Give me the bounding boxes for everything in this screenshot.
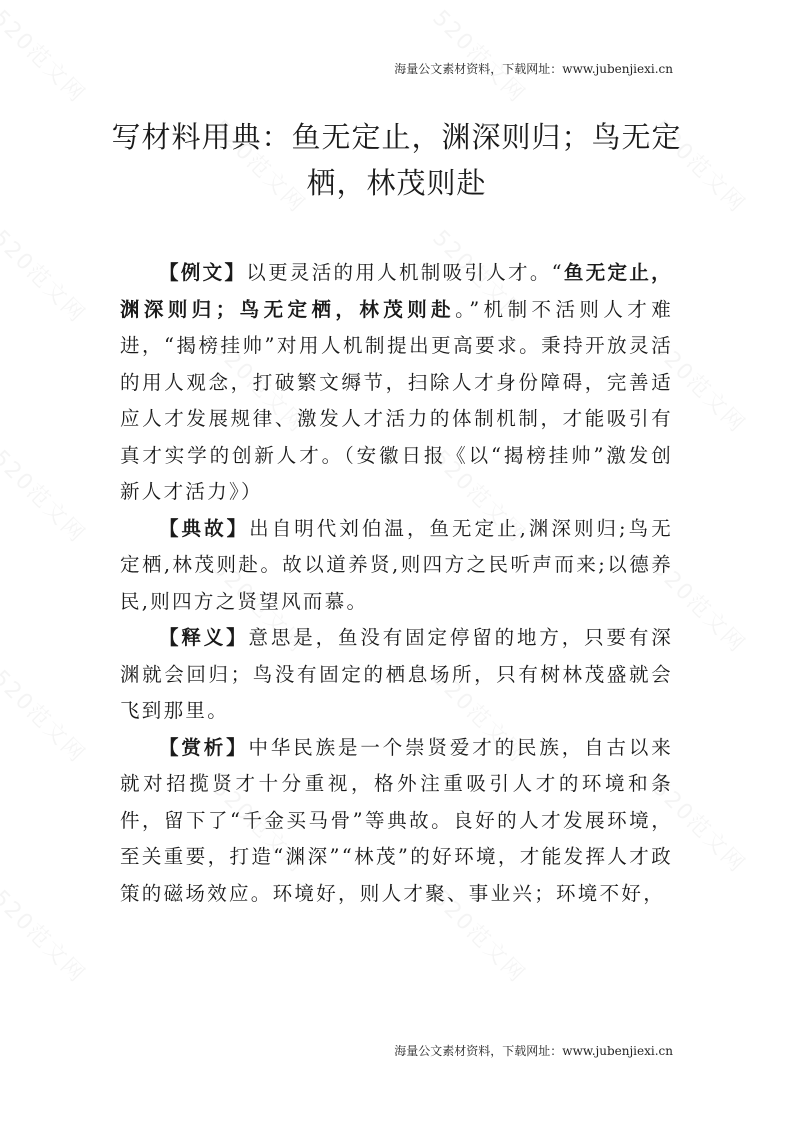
source-text: 出自明代刘伯温，鱼无定止,渊深则归;鸟无定栖,林茂则赴。故以道养贤,则四方之民听声而来;以德养民,则四方之贤望风而慕。 (120, 516, 673, 613)
example-paragraph (120, 255, 673, 511)
page-footer: 海量公文素材资料，下载网址：www.jubenjiexi.cn (394, 1044, 673, 1058)
document-body (120, 255, 673, 912)
meaning-text: 意思是，鱼没有固定停留的地方，只要有深渊就会回归；鸟没有固定的栖息场所，只有树林茂盛就会飞到那里。 (120, 626, 674, 722)
watermark (427, 2, 534, 109)
example-text-post: 。”机制不活则人才难进，“揭榜挂帅”对用人机制提出更高要求。秉持开放灵活的用人观念，打破繁文缛节，扫除人才身份障碍，完善适应人才发展规律、激发人才活力的体制机制，才能吸引有真才实学的创新人才。（安徽日报《以“揭榜挂帅”激发创新人才活力》） (120, 297, 673, 503)
source-paragraph (120, 511, 673, 621)
watermark (0, 442, 93, 549)
analysis-text: 中华民族是一个崇贤爱才的民族，自古以来就对招揽贤才十分重视，格外注重吸引人才的环境和条件，留下了“千金买马骨”等典故。良好的人才发展环境，至关重要，打造“渊深”“林茂”的好环境，才能发挥人才政策的磁场效应。环境好，则人才聚、事业兴；环境不好， (120, 735, 674, 905)
watermark (0, 2, 93, 109)
analysis-label: 【赏析】 (159, 735, 249, 759)
example-text-pre: 以更灵活的用人机制吸引人才。“ (246, 261, 564, 284)
watermark (0, 222, 93, 329)
watermark (0, 882, 93, 989)
example-highlight: 鱼无定止，渊深则归；鸟无定栖，林茂则赴 (120, 261, 673, 321)
example-label: 【例文】 (159, 261, 247, 284)
meaning-label: 【释义】 (159, 626, 249, 649)
document-title: 写材料用典：鱼无定止，渊深则归；鸟无定栖，林茂则赴 (111, 120, 682, 200)
watermark (0, 662, 93, 769)
analysis-paragraph (120, 730, 673, 913)
page-header: 海量公文素材资料，下载网址：www.jubenjiexi.cn (394, 62, 673, 76)
source-label: 【典故】 (159, 516, 250, 540)
meaning-paragraph (120, 620, 673, 730)
